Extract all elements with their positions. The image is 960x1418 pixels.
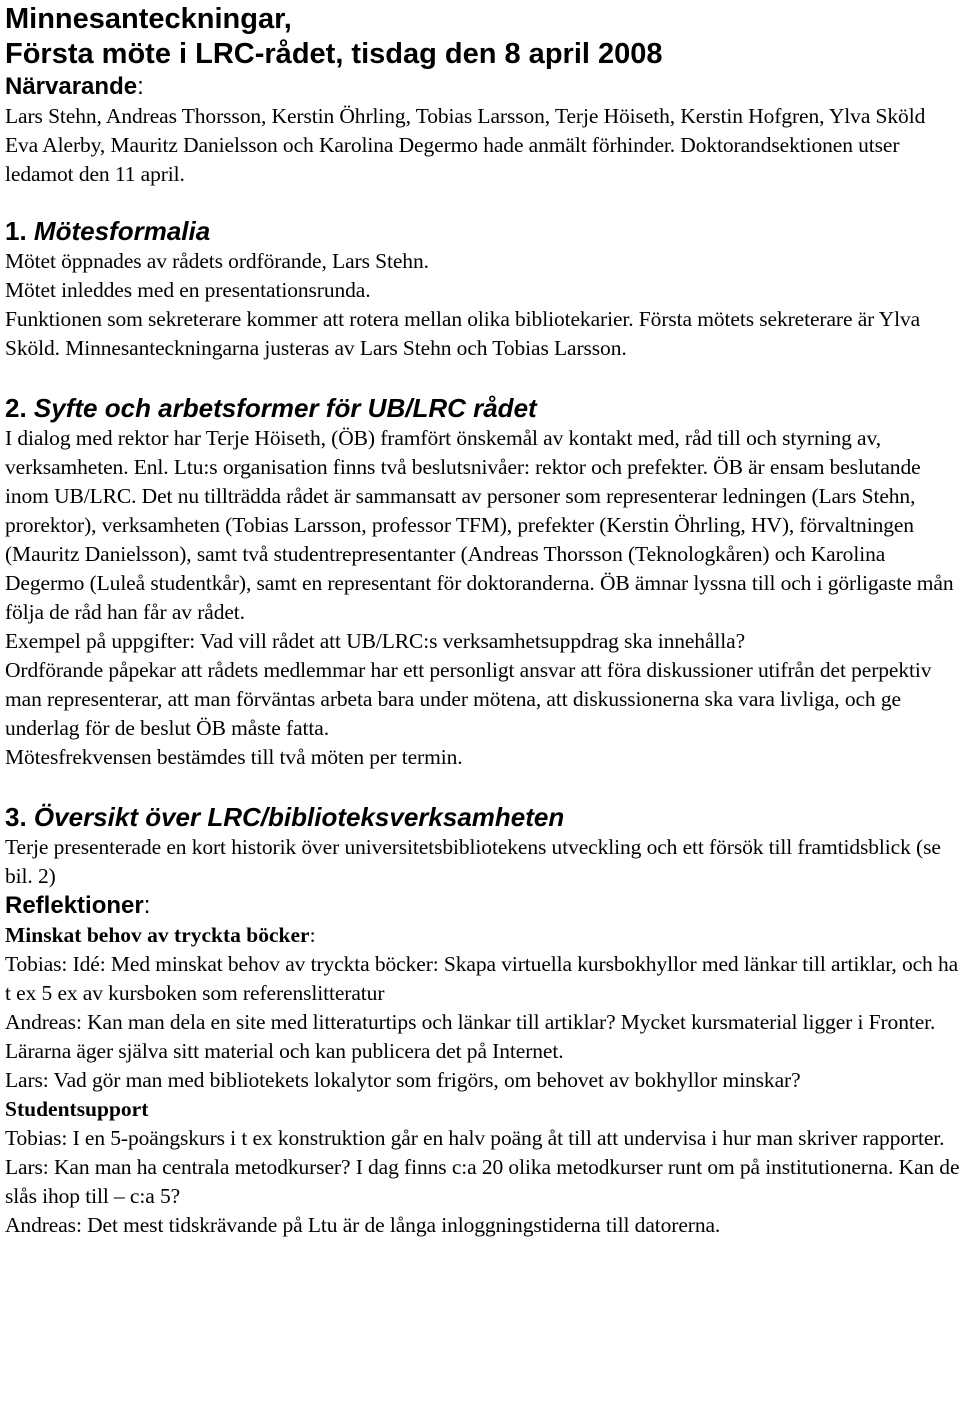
section-1-paragraph: Funktionen som sekreterare kommer att rotera mellan olika bibliotekarier. Första mötets sekreterare är Ylva Sköld. Minnesanteckningarna justeras av Lars Stehn och Tobias Larsson. bbox=[5, 307, 921, 360]
subheading-student-support: Studentsupport bbox=[5, 1097, 149, 1121]
attendance-label bbox=[5, 72, 960, 102]
reflection-item: Tobias: I en 5-poängskurs i t ex konstruktion går en halv poäng åt till att undervisa i hur man skriver rapporter. bbox=[5, 1126, 945, 1150]
reflections-label-text: Reflektioner bbox=[5, 892, 144, 919]
title-line-1: Minnesanteckningar, bbox=[5, 3, 292, 35]
section-2-chair: Ordförande påpekar att rådets medlemmar har ett personligt ansvar att föra diskussioner utifrån det perpektiv man representerar, att man förväntas arbeta bara under mötena, att diskussionerna ska vara livliga, och ge underlag för de beslut ÖB måste fatta. bbox=[5, 658, 932, 740]
section-2-number: 2. bbox=[5, 393, 27, 423]
spacer bbox=[5, 363, 960, 392]
section-1-line-1: Mötet öppnades av rådets ordförande, Lars Stehn. bbox=[5, 249, 429, 273]
subheading-printed-books-colon: : bbox=[309, 923, 316, 947]
section-2-example: Exempel på uppgifter: Vad vill rådet att UB/LRC:s verksamhetsuppdrag ska innehålla? bbox=[5, 629, 746, 653]
title-line-2: Första möte i LRC-rådet, tisdag den 8 april 2008 bbox=[5, 38, 663, 70]
subheading-printed-books-text: Minskat behov av tryckta böcker bbox=[5, 923, 310, 947]
reflections-label bbox=[5, 891, 960, 921]
reflection-item: Andreas: Kan man dela en site med litteraturtips och länkar till artiklar? Mycket kursmaterial ligger i Fronter. Lärarna äger själva sitt material och kan publicera det på Internet. bbox=[5, 1010, 936, 1063]
reflection-item: Lars: Kan man ha centrala metodkurser? I dag finns c:a 20 olika metodkurser runt om på institutionerna. Kan de slås ihop till – c:a 5? bbox=[5, 1155, 960, 1208]
reflection-item: Andreas: Det mest tidskrävande på Ltu är de långa inloggningstiderna till datorerna. bbox=[5, 1213, 721, 1237]
document-title bbox=[5, 0, 960, 72]
section-1-number: 1. bbox=[5, 216, 27, 246]
section-2-frequency: Mötesfrekvensen bestämdes till två möten per termin. bbox=[5, 745, 463, 769]
section-2-paragraph: I dialog med rektor har Terje Höiseth, (ÖB) framfört önskemål av kontakt med, råd till och styrning av, verksamheten. Enl. Ltu:s organisation finns två beslutsnivåer: rektor och prefekter. ÖB är ensam beslutande inom UB/LRC. Det nu tillträdda rådet är sammansatt av personer som representerar ledningen (Lars Stehn, prorektor), verksamheten (Tobias Larsson, professor TFM), prefekter (Kerstin Öhrling, HV), förvaltningen (Mauritz Danielsson), samt två studentrepresentanter (Andreas Thorsson (Teknologkåren) och Karolina Degermo (Luleå studentkår), samt en representant för doktoranderna. ÖB ämnar lyssna till och i görligaste mån följa de råd han får av rådet. bbox=[5, 426, 954, 624]
attendance-label-text: Närvarande bbox=[5, 73, 138, 100]
spacer bbox=[5, 189, 960, 215]
section-3-paragraph: Terje presenterade en kort historik över universitetsbibliotekens utveckling och ett försök till framtidsblick (se bil. 2) bbox=[5, 835, 941, 888]
attendance-present: Lars Stehn, Andreas Thorsson, Kerstin Öhrling, Tobias Larsson, Terje Höiseth, Kerstin Hofgren, Ylva Sköld bbox=[5, 104, 926, 128]
attendance-absent: Eva Alerby, Mauritz Danielsson och Karolina Degermo hade anmält förhinder. Doktorandsektionen utser ledamot den 11 april. bbox=[5, 133, 900, 186]
section-1-title: Mötesformalia bbox=[33, 216, 211, 246]
section-3-number: 3. bbox=[5, 802, 27, 832]
section-2-heading bbox=[5, 392, 960, 424]
attendance-label-colon: : bbox=[137, 73, 144, 100]
section-3-title: Översikt över LRC/biblioteksverksamheten bbox=[33, 802, 565, 832]
section-3-heading bbox=[5, 801, 960, 833]
reflections-label-colon: : bbox=[143, 892, 151, 919]
section-1-heading bbox=[5, 215, 960, 247]
section-2-title: Syfte och arbetsformer för UB/LRC rådet bbox=[33, 393, 537, 423]
subheading-printed-books bbox=[5, 921, 960, 950]
reflection-item: Lars: Vad gör man med bibliotekets lokalytor som frigörs, om behovet av bokhyllor minskar? bbox=[5, 1068, 801, 1092]
reflection-item: Tobias: Idé: Med minskat behov av tryckta böcker: Skapa virtuella kursbokhyllor med länkar till artiklar, och ha t ex 5 ex av kursboken som referenslitteratur bbox=[5, 952, 959, 1005]
spacer bbox=[5, 772, 960, 801]
section-1-line-2: Mötet inleddes med en presentationsrunda. bbox=[5, 278, 371, 302]
